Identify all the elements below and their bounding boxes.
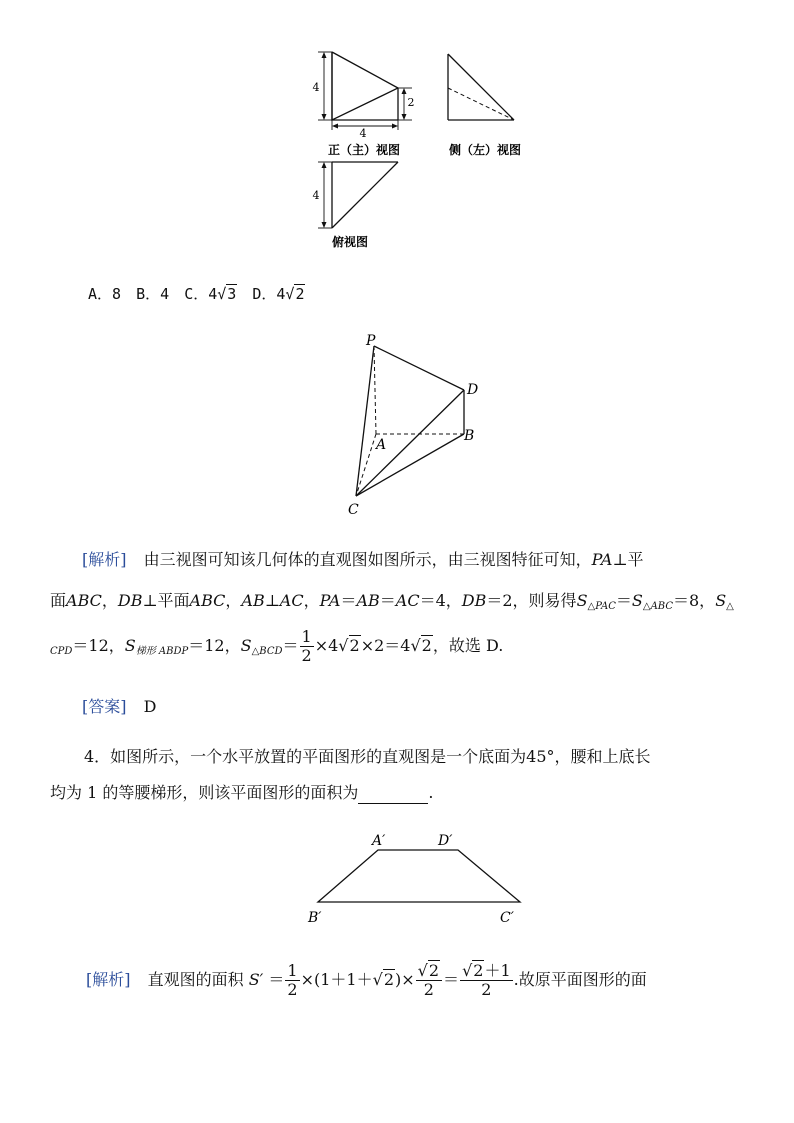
option-a: A．8	[88, 285, 122, 303]
top-view	[318, 162, 398, 228]
label-D: D	[467, 382, 479, 398]
front-view-caption: 正（主）视图	[327, 143, 401, 157]
answer-value: D	[143, 697, 157, 716]
label-B-prime: B′	[308, 910, 322, 926]
answer1-line	[82, 696, 156, 718]
pyramid-figure	[340, 328, 490, 520]
analysis2-tag: [解析]	[86, 970, 131, 989]
answer-blank[interactable]	[358, 787, 428, 804]
top-view-caption: 俯视图	[331, 235, 369, 249]
answer-tag: [答案]	[82, 697, 127, 716]
front-dim-height: 4	[312, 81, 320, 94]
front-dim-width: 4	[359, 127, 367, 140]
front-view	[318, 52, 412, 130]
problem4-line2: 均为 1 的等腰梯形，则该平面图形的面积为 .	[50, 783, 434, 802]
analysis2-line: [解析] 直观图的面积 S′ ＝ $\frac{1}{2}$ ×(1＋1＋√2)× $\frac{√2}{2}$ ＝ $\frac{√2+1}{2}$ .故原平面图形的面	[86, 961, 647, 999]
label-C: C	[348, 502, 359, 518]
label-A-prime: A′	[372, 833, 386, 849]
front-dim-right: 2	[407, 96, 415, 109]
label-B: B	[464, 428, 475, 444]
side-view	[448, 54, 514, 120]
label-A: A	[376, 437, 387, 453]
fraction-sqrt2-plus-1-over-2: $\frac{√2+1}{2}$	[462, 961, 511, 999]
analysis-tag: [解析]	[82, 550, 127, 569]
fraction-half: $\frac{1}{2}$	[301, 627, 312, 665]
problem4-line1: 4．如图所示，一个水平放置的平面图形的直观图是一个底面为45°，腰和上底长	[84, 747, 651, 766]
analysis1-line3: $_{CPD}$＝12，$S_{梯形 ABDP}=12$，$S_{\triangle BCD}=$ $\frac{1}{2}$ ×4√2×2＝4√2，故选 D.	[50, 627, 504, 665]
side-view-caption: 侧（左）视图	[448, 143, 522, 157]
label-C-prime: C′	[500, 910, 514, 926]
analysis1-line1: [解析] 由三视图可知该几何体的直观图如图所示，由三视图特征可知，PA⊥平	[82, 550, 644, 569]
option-c: C．4√3	[184, 285, 237, 303]
label-D-prime: D′	[438, 833, 453, 849]
three-views-figure	[300, 40, 540, 260]
trapezoid-figure	[300, 826, 530, 930]
option-b: B．4	[136, 285, 170, 303]
option-d: D．4√2	[252, 285, 305, 303]
top-dim-height: 4	[312, 189, 320, 202]
fraction-half-2: $\frac{1}{2}$	[287, 961, 298, 999]
options-line	[88, 283, 305, 305]
label-P: P	[366, 333, 376, 349]
fraction-sqrt2-over-2: $\frac{√2}{2}$	[416, 962, 442, 999]
analysis1-line2: 面ABC，DB⊥平面ABC，AB⊥AC，PA＝AB＝AC＝4，DB＝2，则易得$S_{\triangle PAC}=S_{\triangle ABC}=8$，$S_\triangle$	[50, 591, 734, 612]
